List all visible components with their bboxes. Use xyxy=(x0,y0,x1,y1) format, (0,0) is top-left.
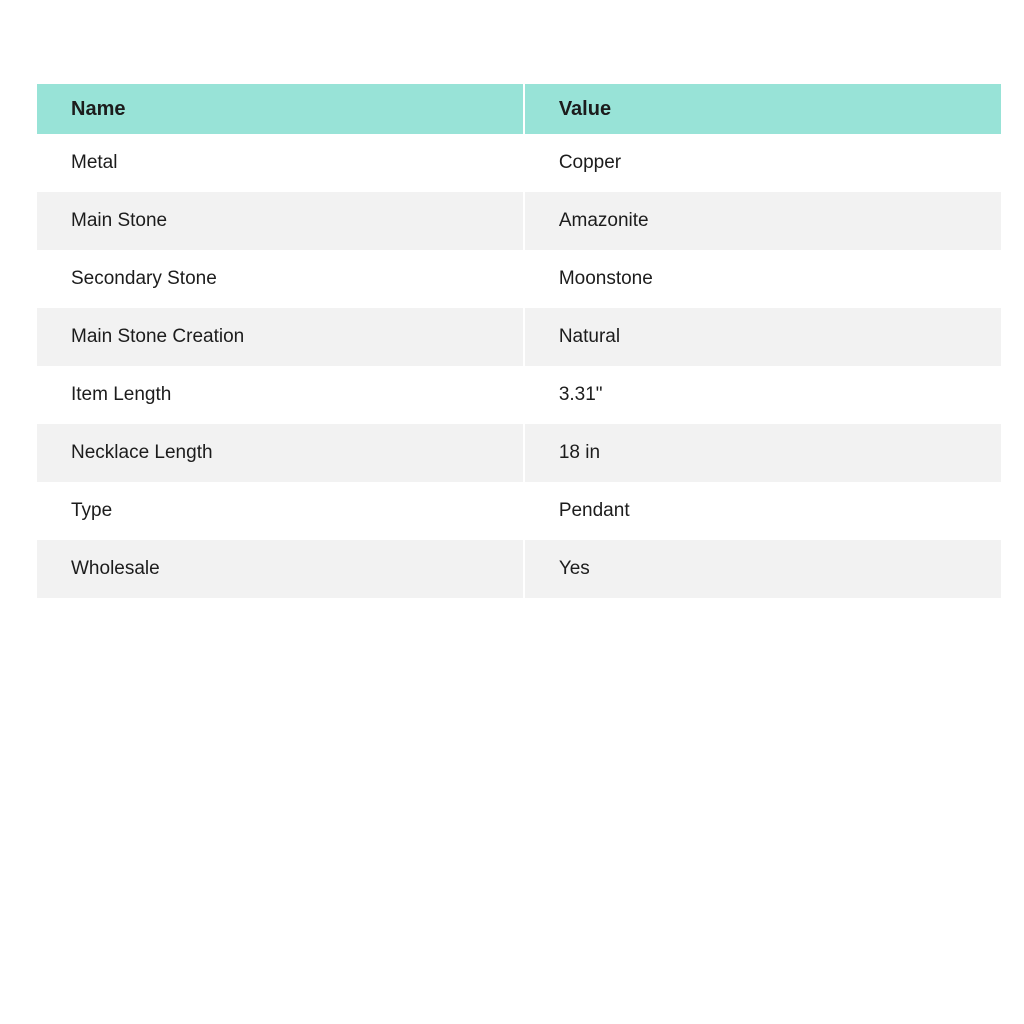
spec-name-cell: Wholesale xyxy=(37,540,524,598)
spec-value-cell: Yes xyxy=(524,540,1001,598)
spec-name-cell: Item Length xyxy=(37,366,524,424)
spec-name-cell: Main Stone xyxy=(37,192,524,250)
column-header-value: Value xyxy=(524,84,1001,134)
table-row xyxy=(37,134,1001,192)
spec-value-cell: Natural xyxy=(524,308,1001,366)
table-row xyxy=(37,308,1001,366)
column-header-name: Name xyxy=(37,84,524,134)
table-row xyxy=(37,482,1001,540)
product-spec-table xyxy=(37,84,1001,598)
spec-value-cell: 18 in xyxy=(524,424,1001,482)
spec-value-cell: Copper xyxy=(524,134,1001,192)
spec-name-cell: Metal xyxy=(37,134,524,192)
spec-table-body xyxy=(37,134,1001,598)
table-row xyxy=(37,366,1001,424)
spec-name-cell: Type xyxy=(37,482,524,540)
table-row xyxy=(37,424,1001,482)
spec-name-cell: Main Stone Creation xyxy=(37,308,524,366)
table-row xyxy=(37,250,1001,308)
table-row xyxy=(37,540,1001,598)
spec-value-cell: 3.31" xyxy=(524,366,1001,424)
table-header-row xyxy=(37,84,1001,134)
table-row xyxy=(37,192,1001,250)
spec-value-cell: Pendant xyxy=(524,482,1001,540)
spec-name-cell: Secondary Stone xyxy=(37,250,524,308)
spec-value-cell: Amazonite xyxy=(524,192,1001,250)
spec-name-cell: Necklace Length xyxy=(37,424,524,482)
spec-value-cell: Moonstone xyxy=(524,250,1001,308)
